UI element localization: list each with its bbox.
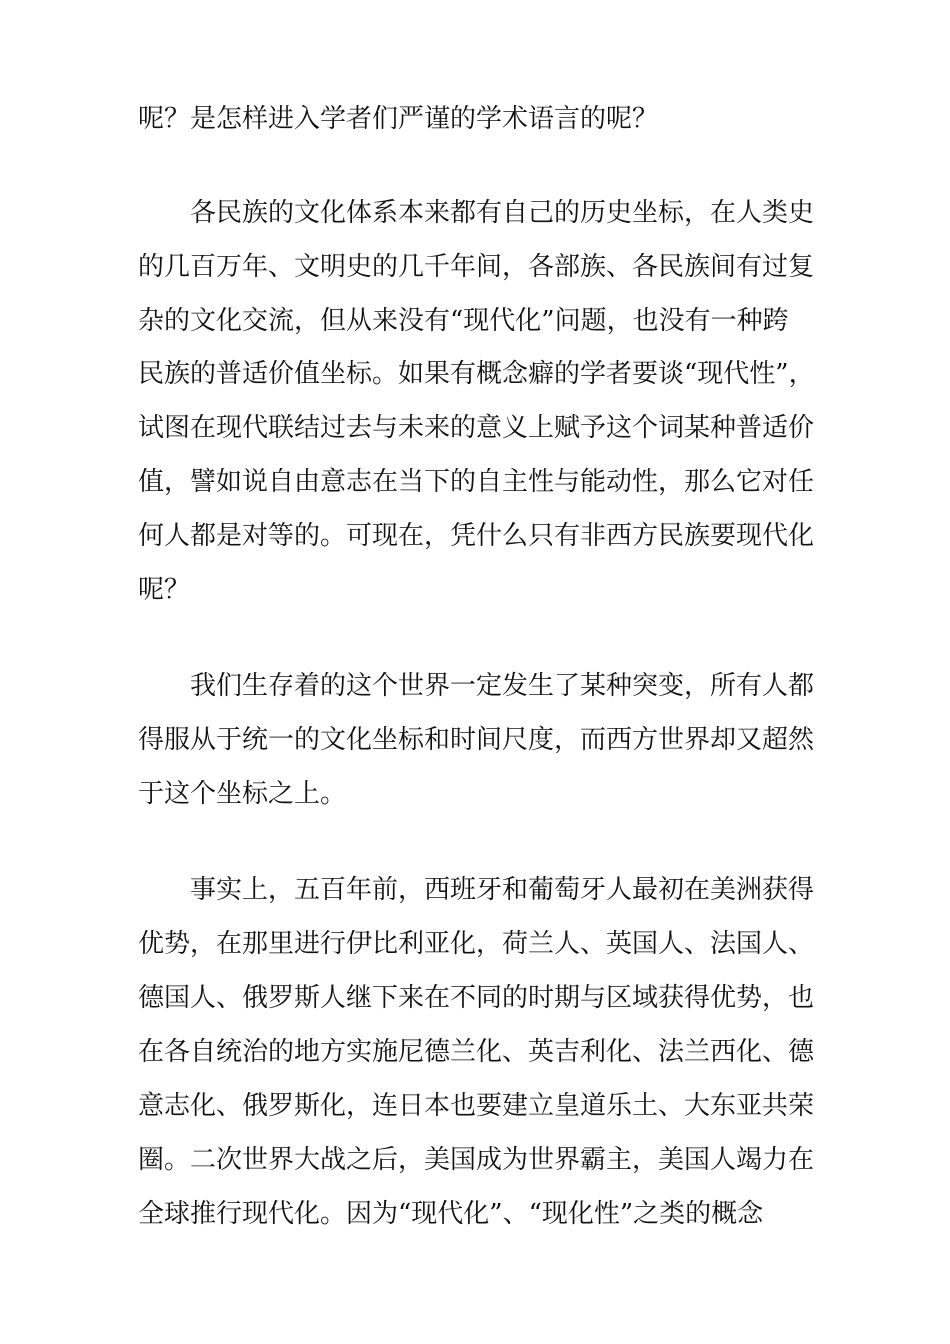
text-line: 杂的文化交流，但从来没有“现代化”问题，也没有一种跨	[138, 306, 789, 336]
text-line: 值，譬如说自由意志在当下的自主性与能动性，那么它对任	[138, 467, 815, 497]
text-line: 得服从于统一的文化坐标和时间尺度，而西方世界却又超然	[138, 725, 815, 755]
text-line: 呢？是怎样进入学者们严谨的学术语言的呢？	[138, 104, 659, 134]
text-line: 优势，在那里进行伊比利亚化，荷兰人、英国人、法国人、	[138, 929, 815, 959]
text-line: 各民族的文化体系本来都有自己的历史坐标，在人类史	[190, 198, 815, 228]
text-line: 意志化、俄罗斯化，连日本也要建立皇道乐土、大东亚共荣	[138, 1091, 815, 1121]
text-line: 德国人、俄罗斯人继下来在不同的时期与区域获得优势，也	[138, 983, 815, 1013]
text-line: 何人都是对等的。可现在，凭什么只有非西方民族要现代化	[138, 521, 815, 551]
text-line: 我们生存着的这个世界一定发生了某种突变，所有人都	[190, 671, 815, 701]
text-line: 事实上，五百年前，西班牙和葡萄牙人最初在美洲获得	[190, 875, 815, 905]
text-line: 于这个坐标之上。	[138, 779, 347, 809]
text-line: 民族的普适价值坐标。如果有概念癖的学者要谈“现代性”，	[138, 359, 815, 389]
text-line: 试图在现代联结过去与未来的意义上赋予这个词某种普适价	[138, 413, 815, 443]
text-line: 圈。二次世界大战之后，美国成为世界霸主，美国人竭力在	[138, 1145, 815, 1175]
text-line: 在各自统治的地方实施尼德兰化、英吉利化、法兰西化、德	[138, 1037, 815, 1067]
text-line: 呢？	[138, 575, 191, 605]
text-line: 的几百万年、文明史的几千年间，各部族、各民族间有过复	[138, 252, 815, 282]
text-line: 全球推行现代化。因为“现代化”、“现化性”之类的概念	[138, 1199, 764, 1229]
